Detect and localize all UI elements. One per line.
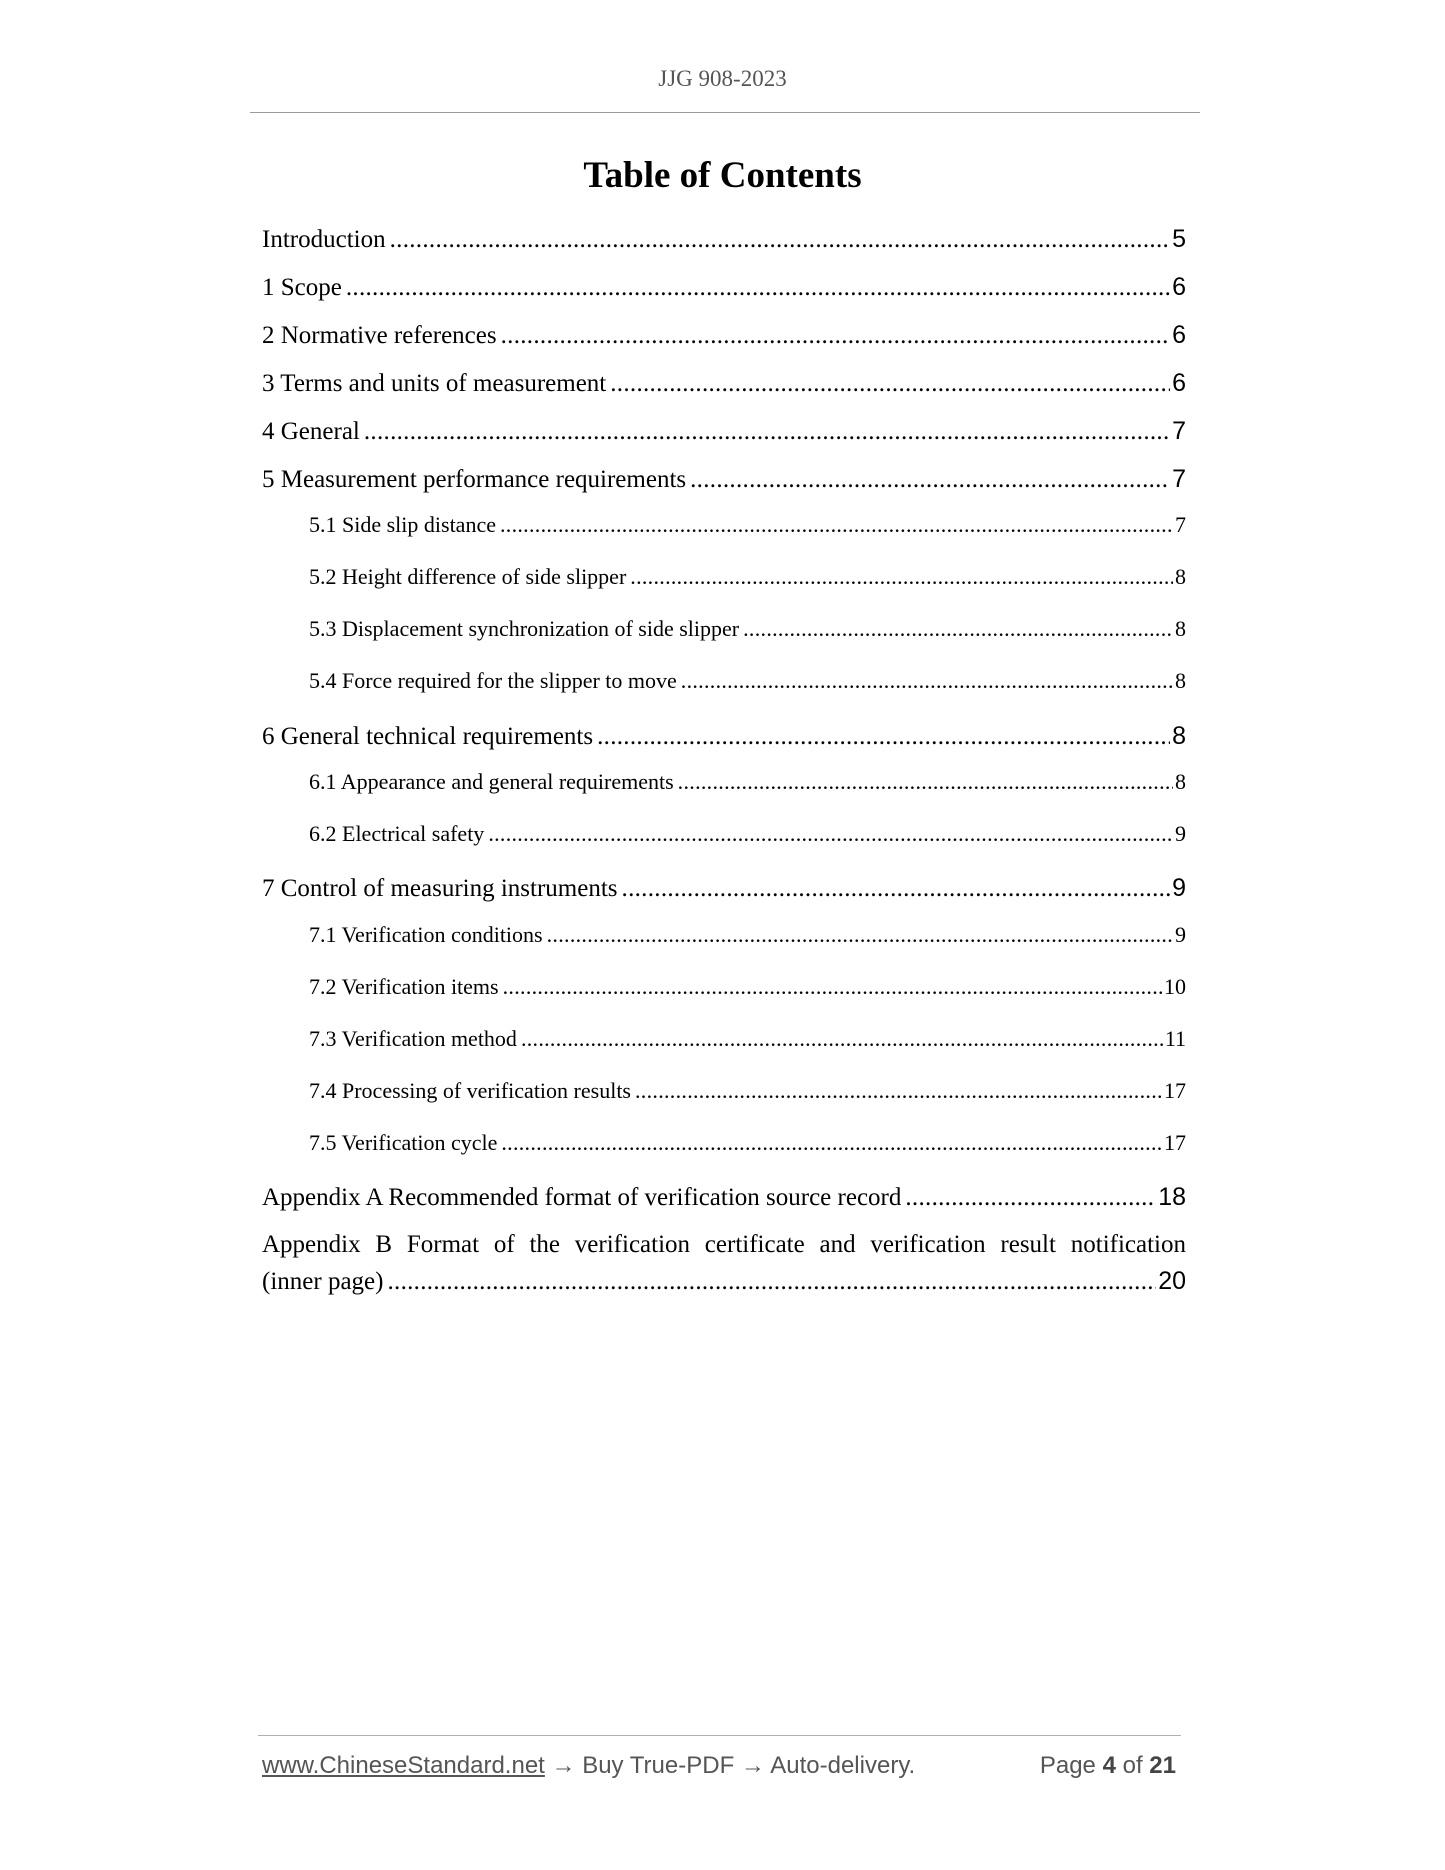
toc-entry-page: 8 <box>1175 769 1186 794</box>
toc-entry-label: Introduction <box>262 226 386 253</box>
toc-entry-label: 5.3 Displacement synchronization of side slipper <box>309 616 740 641</box>
toc-entry-label: 5.2 Height difference of side slipper <box>309 564 627 589</box>
footer-buy-text: Buy True-PDF <box>582 1752 735 1779</box>
toc-entry-page: 8 <box>1175 564 1186 589</box>
toc-entry-control-of-instruments[interactable] <box>262 874 1186 903</box>
toc-entry-page: 17 <box>1164 1078 1186 1103</box>
toc-entry-page: 8 <box>1175 668 1186 693</box>
toc-entry-label-line2: (inner page) <box>262 1268 384 1295</box>
toc-subentry-6-1[interactable] <box>309 769 1186 795</box>
toc-entry-page: 8 <box>1172 722 1186 750</box>
leader-dots <box>622 875 1171 903</box>
arrow-right-icon: → <box>551 1752 576 1779</box>
footer-delivery-text: Auto-delivery. <box>770 1752 916 1779</box>
leader-dots <box>905 1184 1156 1212</box>
leader-dots <box>501 322 1170 350</box>
toc-entry-general-technical[interactable] <box>262 722 1186 751</box>
leader-dots <box>597 723 1170 751</box>
toc-entry-measurement-performance[interactable] <box>262 465 1186 494</box>
toc-entry-page: 9 <box>1175 821 1186 846</box>
leader-dots <box>610 370 1170 398</box>
toc-entry-label: 5 Measurement performance requirements <box>262 466 687 493</box>
toc-subentry-7-5[interactable] <box>309 1130 1186 1156</box>
toc-entry-label: 5.1 Side slip distance <box>309 512 496 537</box>
leader-dots <box>678 769 1173 795</box>
toc-entry-page: 10 <box>1164 974 1186 999</box>
toc-entry-page: 7 <box>1172 417 1186 445</box>
toc-entry-label: 3 Terms and units of measurement <box>262 370 607 397</box>
toc-entry-page: 6 <box>1172 369 1186 397</box>
current-page-number: 4 <box>1102 1752 1116 1779</box>
toc-subentry-5-3[interactable] <box>309 616 1186 642</box>
toc-subentry-5-4[interactable] <box>309 668 1186 694</box>
arrow-right-icon: → <box>740 1752 765 1779</box>
toc-entry-appendix-b[interactable] <box>262 1231 1186 1296</box>
document-code-header: JJG 908-2023 <box>658 66 787 91</box>
toc-entry-label: 2 Normative references <box>262 322 497 349</box>
toc-entry-terms[interactable] <box>262 369 1186 398</box>
leader-dots <box>501 1130 1162 1156</box>
toc-entry-label: 7.3 Verification method <box>309 1026 517 1051</box>
toc-entry-page: 9 <box>1175 922 1186 947</box>
toc-subentry-7-3[interactable] <box>309 1026 1186 1052</box>
toc-entry-appendix-a[interactable] <box>262 1183 1186 1212</box>
toc-entry-label: 7.2 Verification items <box>309 974 499 999</box>
toc-entry-label: 7.1 Verification conditions <box>309 922 543 947</box>
toc-entry-page: 5 <box>1172 225 1186 253</box>
leader-dots <box>521 1026 1163 1052</box>
page-indicator <box>1040 1752 1176 1780</box>
toc-entry-label: 6.1 Appearance and general requirements <box>309 769 674 794</box>
leader-dots <box>364 418 1170 446</box>
toc-entry-normative-references[interactable] <box>262 321 1186 350</box>
toc-entry-page: 9 <box>1172 874 1186 902</box>
of-word: of <box>1122 1752 1143 1779</box>
leader-dots <box>488 821 1173 847</box>
toc-entry-page: 11 <box>1164 1026 1186 1051</box>
toc-entry-label: 5.4 Force required for the slipper to move <box>309 668 677 693</box>
leader-dots <box>346 274 1170 302</box>
toc-subentry-7-1[interactable] <box>309 922 1186 948</box>
toc-entry-page: 8 <box>1175 616 1186 641</box>
header-divider <box>250 112 1200 113</box>
toc-entry-label: 1 Scope <box>262 274 342 301</box>
toc-entry-label: 4 General <box>262 418 360 445</box>
toc-entry-page: 7 <box>1172 465 1186 493</box>
footer-divider <box>258 1735 1181 1736</box>
toc-entry-general[interactable] <box>262 417 1186 446</box>
toc-entry-label: 7.4 Processing of verification results <box>309 1078 631 1103</box>
toc-entry-page: 7 <box>1175 512 1186 537</box>
leader-dots <box>635 1078 1162 1104</box>
toc-subentry-5-2[interactable] <box>309 564 1186 590</box>
total-pages-number: 21 <box>1149 1752 1176 1779</box>
toc-entry-scope[interactable] <box>262 273 1186 302</box>
toc-entry-label-line1: Appendix B Format of the verification certificate and verification result notification <box>262 1231 1186 1258</box>
leader-dots <box>547 922 1173 948</box>
leader-dots <box>387 1268 1156 1296</box>
page-footer <box>262 1752 1182 1780</box>
toc-entry-label: 7.5 Verification cycle <box>309 1130 498 1155</box>
page-word: Page <box>1039 1752 1096 1779</box>
toc-entry-label: 6.2 Electrical safety <box>309 821 485 846</box>
toc-entry-introduction[interactable] <box>262 225 1186 254</box>
leader-dots <box>690 466 1170 494</box>
toc-entry-page: 17 <box>1164 1130 1186 1155</box>
toc-subentry-5-1[interactable] <box>309 512 1186 538</box>
toc-entry-label: 7 Control of measuring instruments <box>262 875 618 902</box>
leader-dots <box>681 668 1173 694</box>
leader-dots <box>503 974 1162 1000</box>
leader-dots <box>630 564 1173 590</box>
toc-subentry-7-2[interactable] <box>309 974 1186 1000</box>
leader-dots <box>743 616 1173 642</box>
toc-entry-label: Appendix A Recommended format of verification source record <box>262 1184 902 1211</box>
toc-entry-page: 20 <box>1158 1267 1186 1295</box>
website-link[interactable]: www.ChineseStandard.net <box>262 1752 545 1779</box>
toc-subentry-6-2[interactable] <box>309 821 1186 847</box>
leader-dots <box>500 512 1173 538</box>
toc-entry-page: 18 <box>1158 1183 1186 1211</box>
toc-subentry-7-4[interactable] <box>309 1078 1186 1104</box>
leader-dots <box>390 226 1171 254</box>
page-title: Table of Contents <box>583 155 862 196</box>
toc-entry-page: 6 <box>1172 321 1186 349</box>
toc-entry-label: 6 General technical requirements <box>262 723 594 750</box>
toc-entry-page: 6 <box>1172 273 1186 301</box>
